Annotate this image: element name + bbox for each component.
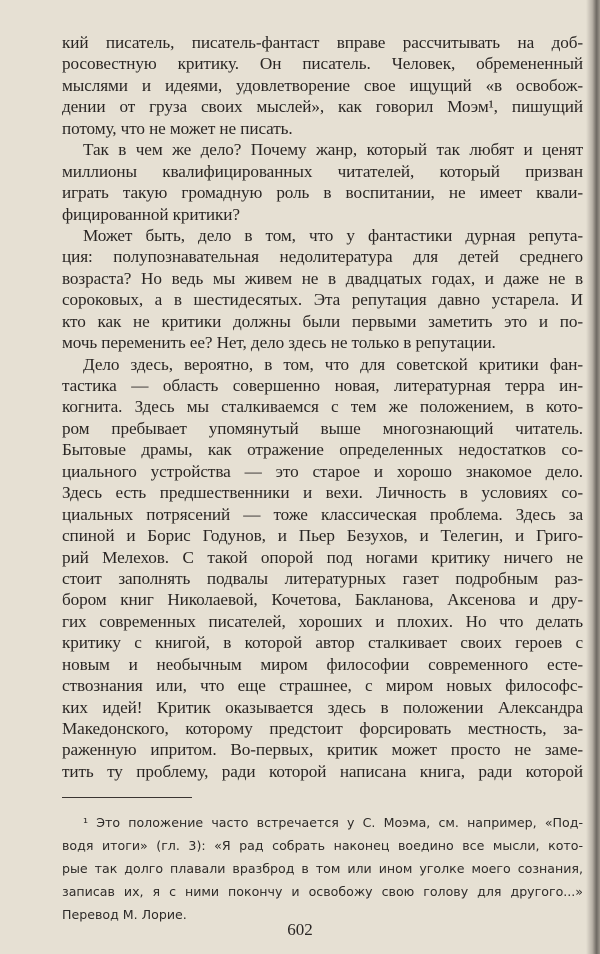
text-line: играть такую громадную роль в воспитании, не имеет квали- [62,183,583,203]
text-line: раженную ипритом. Во-первых, критик может просто не заме- [62,740,583,760]
footnote-divider [62,797,192,798]
footnote-line: ¹ Это положение часто встречается у С. Моэма, см. например, «Под- [83,815,583,830]
text-line: ствознания или, что еще страшнее, с миром новых философс- [62,676,583,696]
text-line: потому, что не может не писать. [62,118,293,138]
text-line: циального устройства — это старое и хорошо знакомое дело. [62,461,583,481]
text-line: Так в чем же дело? Почему жанр, который так любят и ценят [83,140,583,160]
text-line: миллионы квалифицированных читателей, который призван [62,161,583,181]
text-line: когнита. Здесь мы сталкиваемся с тем же положением, в кото- [62,397,583,417]
text-line: мыслями и идеями, удовлетворение свое ищущий «в освобож- [62,75,583,95]
text-line: мочь переменить ее? Нет, дело здесь не только в репутации. [62,333,496,353]
text-line: Дело здесь, вероятно, в том, что для советской критики фан- [83,354,583,374]
text-line: ких идей! Критик оказывается здесь в положении Александра [62,697,583,717]
text-line: спиной и Борис Годунов, и Пьер Безухов, и Телегин, и Григо- [62,526,583,546]
text-line: Может быть, дело в том, что у фантастики дурная репута- [83,225,583,245]
text-line: критику с книгой, в которой автор сталкивает своих героев с [62,633,583,653]
footnote [62,811,583,926]
text-line: кий писатель, писатель-фантаст вправе рассчитывать на доб- [62,33,583,52]
footnote-line: водя итоги» (гл. 3): «Я рад собрать наконец воедино все мысли, кото- [62,838,583,853]
text-line: Македонского, которому предстоит форсировать местность, за- [62,719,583,738]
footnote-line: Перевод М. Лорие. [62,907,187,922]
text-line: новым и необычным миром философии современного есте- [62,654,583,674]
body-text [62,32,583,782]
text-line: возраста? Но ведь мы живем не в двадцатых годах, и даже не в [62,268,583,288]
footnote-line: рые так долго плавали вразброд в том или ином уголке моего сознания, [62,861,583,876]
text-line: фицированной критики? [62,204,240,224]
text-line: дении от груза своих мыслей», как говорил Моэм¹, пишущий [62,97,583,117]
text-line: бором книг Николаевой, Кочетова, Бакланова, Аксенова и дру- [62,590,583,610]
text-line: гих современных писателей, хороших и плохих. Но что делать [62,611,583,631]
text-line: Здесь есть предшественники и вехи. Личность в условиях со- [62,483,583,503]
text-line: циальных потрясений — тоже классическая проблема. Здесь за [62,504,583,524]
text-line: рий Мелехов. С такой опорой под ногами критику ничего не [62,547,583,567]
page-number: 602 [287,920,313,939]
text-line: стоит заполнять подвалы литературных газет подробным раз- [62,568,583,588]
text-line: ция: полупознавательная недолитература для детей среднего [62,247,583,267]
text-line: кто как не критики должны были первыми заметить это и по- [62,311,583,331]
text-line: ром пребывает упомянутый выше многознающий читатель. [62,418,583,438]
footnote-line: записав их, я с ними покончу и освобожу свою голову для другого...» [62,884,583,899]
text-line: тастика — область совершенно новая, литературная терра ин- [62,376,583,395]
text-line: росовестную критику. Он писатель. Человек, обремененный [62,54,583,74]
text-line: Бытовые драмы, как отражение определенных недостатков со- [62,440,583,460]
text-line: тить ту проблему, ради которой написана книга, ради которой [62,761,583,781]
text-line: сороковых, а в шестидесятых. Эта репутация давно устарела. И [62,290,583,310]
page-edge-shadow [586,0,600,954]
